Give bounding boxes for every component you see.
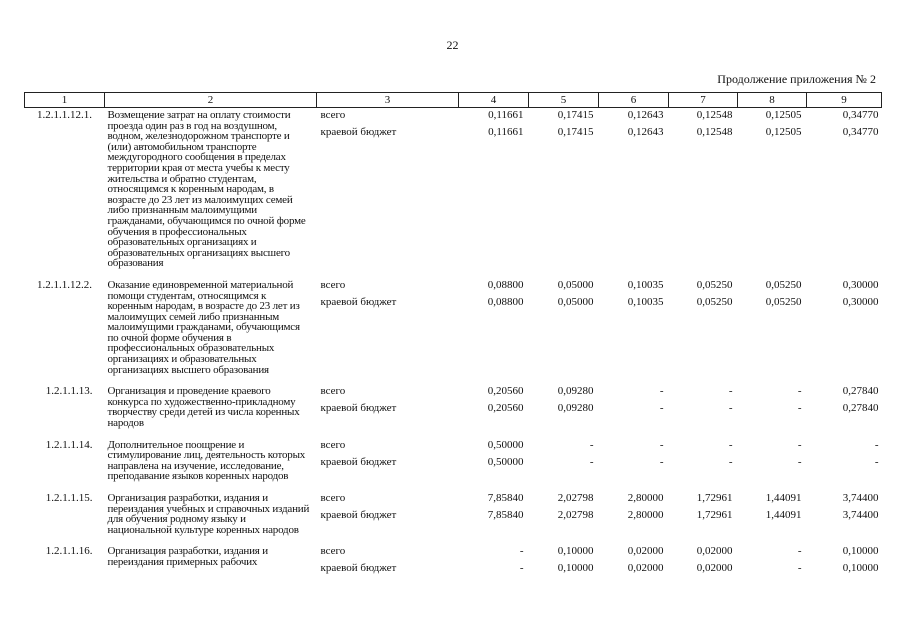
source-label: краевой бюджет (320, 126, 397, 138)
value-cell: - (797, 385, 802, 398)
value-cell: 0,08800 (487, 278, 524, 291)
value-cell: - (589, 455, 594, 468)
value-cell: 0,27840 (842, 402, 879, 415)
header-row (25, 93, 882, 108)
value-cell: 0,34770 (842, 126, 879, 138)
value-cell: 0,11661 (488, 126, 524, 138)
row-code: 1.2.1.1.12.1. (37, 109, 92, 121)
value-cell: - (797, 455, 802, 468)
value-cell: 0,02000 (627, 562, 664, 575)
source-label: краевой бюджет (320, 402, 397, 415)
header-cell: 7 (669, 93, 738, 108)
value-cell: - (589, 438, 594, 451)
row-code: 1.2.1.1.14. (45, 438, 93, 451)
value-cell: 0,08800 (487, 295, 524, 308)
value-cell: 1,44091 (765, 509, 802, 521)
row-description: Организация разработки, издания и переиздания учебных и справочных изданий для обучения родному языку и национальной культуре коренных народов (107, 492, 310, 536)
row-code: 1.2.1.1.16. (45, 545, 93, 558)
value-cell: - (874, 438, 879, 451)
value-cell: - (659, 385, 664, 398)
value-cell: 7,85840 (487, 509, 524, 521)
value-cell: 0,27840 (842, 385, 879, 398)
value-cell: 0,10000 (842, 562, 879, 575)
value-cell: 2,80000 (627, 492, 664, 504)
row-description: Оказание единовременной материальной помощи студентам, относящимся к коренным народам, в возрасте до 23 лет из малоимущих семей либо признанным малоимущими гражданами, обучающимся по очной форме обучения в профессиональных образовательных организациях и образовательных организациях высшего образования (107, 278, 300, 376)
value-cell: - (874, 455, 879, 468)
value-cell: 1,72961 (696, 509, 733, 521)
header-cell: 5 (529, 93, 599, 108)
value-cell: 0,02000 (627, 545, 664, 558)
value-cell: - (728, 455, 733, 468)
value-cell: 0,50000 (487, 455, 524, 468)
header-cell: 4 (459, 93, 529, 108)
value-cell: 0,10000 (557, 545, 594, 558)
header-cell: 9 (807, 93, 882, 108)
source-label: краевой бюджет (320, 509, 397, 521)
row-description: Организация и проведение краевого конкурса по художественно-прикладному творчеству среди детей из числа коренных народов (107, 385, 300, 430)
table-row (25, 491, 882, 544)
value-cell: 0,20560 (487, 385, 524, 398)
source-label: краевой бюджет (320, 455, 397, 468)
value-cell: 0,50000 (487, 438, 524, 451)
value-cell: 0,05000 (557, 278, 594, 291)
header-cell: 6 (599, 93, 669, 108)
value-cell: - (728, 438, 733, 451)
value-cell: 0,30000 (842, 278, 879, 291)
value-cell: 1,72961 (696, 492, 733, 504)
value-cell: 0,02000 (696, 545, 733, 558)
value-cell: 0,12505 (765, 126, 802, 138)
value-cell: 0,34770 (842, 109, 879, 121)
value-cell: 0,05250 (765, 295, 802, 308)
source-label: всего (320, 492, 346, 504)
value-cell: 0,10035 (627, 295, 664, 308)
value-cell: 0,10000 (557, 562, 594, 575)
value-cell: 0,05000 (557, 295, 594, 308)
value-cell: - (659, 438, 664, 451)
row-code: 1.2.1.1.15. (45, 492, 93, 504)
source-label: всего (320, 385, 346, 398)
value-cell: 0,11661 (488, 109, 524, 121)
value-cell: 2,02798 (557, 492, 594, 504)
value-cell: 2,02798 (557, 509, 594, 521)
table-row (25, 438, 882, 491)
source-label: всего (320, 278, 346, 291)
value-cell: - (797, 545, 802, 558)
value-cell: 1,44091 (765, 492, 802, 504)
value-cell: 0,17415 (557, 109, 594, 121)
row-description: Дополнительное поощрение и стимулирование лиц, деятельность которых направлена на изучение, исследование, преподавание языков коренных народов (107, 438, 306, 483)
value-cell: 0,20560 (487, 402, 524, 415)
value-cell: 0,17415 (557, 126, 594, 138)
header-cell: 2 (105, 93, 317, 108)
value-cell: 0,09280 (557, 402, 594, 415)
header-cell: 1 (25, 93, 105, 108)
value-cell: 2,80000 (627, 509, 664, 521)
header-cell: 3 (317, 93, 459, 108)
value-cell: 0,05250 (765, 278, 802, 291)
page-number: 22 (446, 38, 459, 52)
table-row (25, 544, 882, 580)
value-cell: 0,09280 (557, 385, 594, 398)
row-description: Организация разработки, издания и переиздания примерных рабочих (107, 545, 268, 568)
value-cell: 0,12505 (765, 109, 802, 121)
continuation-label: Продолжение приложения № 2 (717, 72, 876, 86)
value-cell: - (659, 455, 664, 468)
value-cell: 0,12548 (696, 109, 733, 121)
value-cell: 0,05250 (696, 278, 733, 291)
value-cell: 0,10000 (842, 545, 879, 558)
value-cell: - (519, 562, 524, 575)
value-cell: - (797, 402, 802, 415)
row-description: Возмещение затрат на оплату стоимости проезда один раз в год на воздушном, водном, железнодорожном транспорте и (или) автомобильном транспорте междугородного сообщения в пределах территории края от места учебы к месту жительства и обратно студентам, относящимся к коренным народам, в возрасте до 23 лет из малоимущих семей либо признанным малоимущими гражданами, обучающимся по очной форме обучения в профессиональных образовательных организациях и образовательных организациях высшего образования (107, 109, 306, 270)
header-cell: 8 (738, 93, 807, 108)
source-label: краевой бюджет (320, 562, 397, 575)
source-label: краевой бюджет (320, 295, 397, 308)
value-cell: 0,12643 (627, 109, 664, 121)
value-cell: - (659, 402, 664, 415)
row-code: 1.2.1.1.13. (45, 385, 93, 398)
value-cell: 0,05250 (696, 295, 733, 308)
value-cell: - (797, 562, 802, 575)
value-cell: 0,12643 (627, 126, 664, 138)
table-row (25, 108, 882, 278)
value-cell: 7,85840 (487, 492, 524, 504)
source-label: всего (320, 438, 346, 451)
value-cell: - (728, 385, 733, 398)
value-cell: 3,74400 (842, 509, 879, 521)
value-cell: 0,10035 (627, 278, 664, 291)
source-label: всего (320, 545, 346, 558)
value-cell: - (519, 545, 524, 558)
value-cell: 0,12548 (696, 126, 733, 138)
value-cell: 3,74400 (842, 492, 879, 504)
table-row (25, 278, 882, 384)
source-label: всего (320, 109, 346, 121)
value-cell: 0,30000 (842, 295, 879, 308)
budget-table (24, 92, 882, 580)
value-cell: 0,02000 (696, 562, 733, 575)
value-cell: - (797, 438, 802, 451)
row-code: 1.2.1.1.12.2. (37, 278, 92, 291)
value-cell: - (728, 402, 733, 415)
table-row (25, 384, 882, 437)
